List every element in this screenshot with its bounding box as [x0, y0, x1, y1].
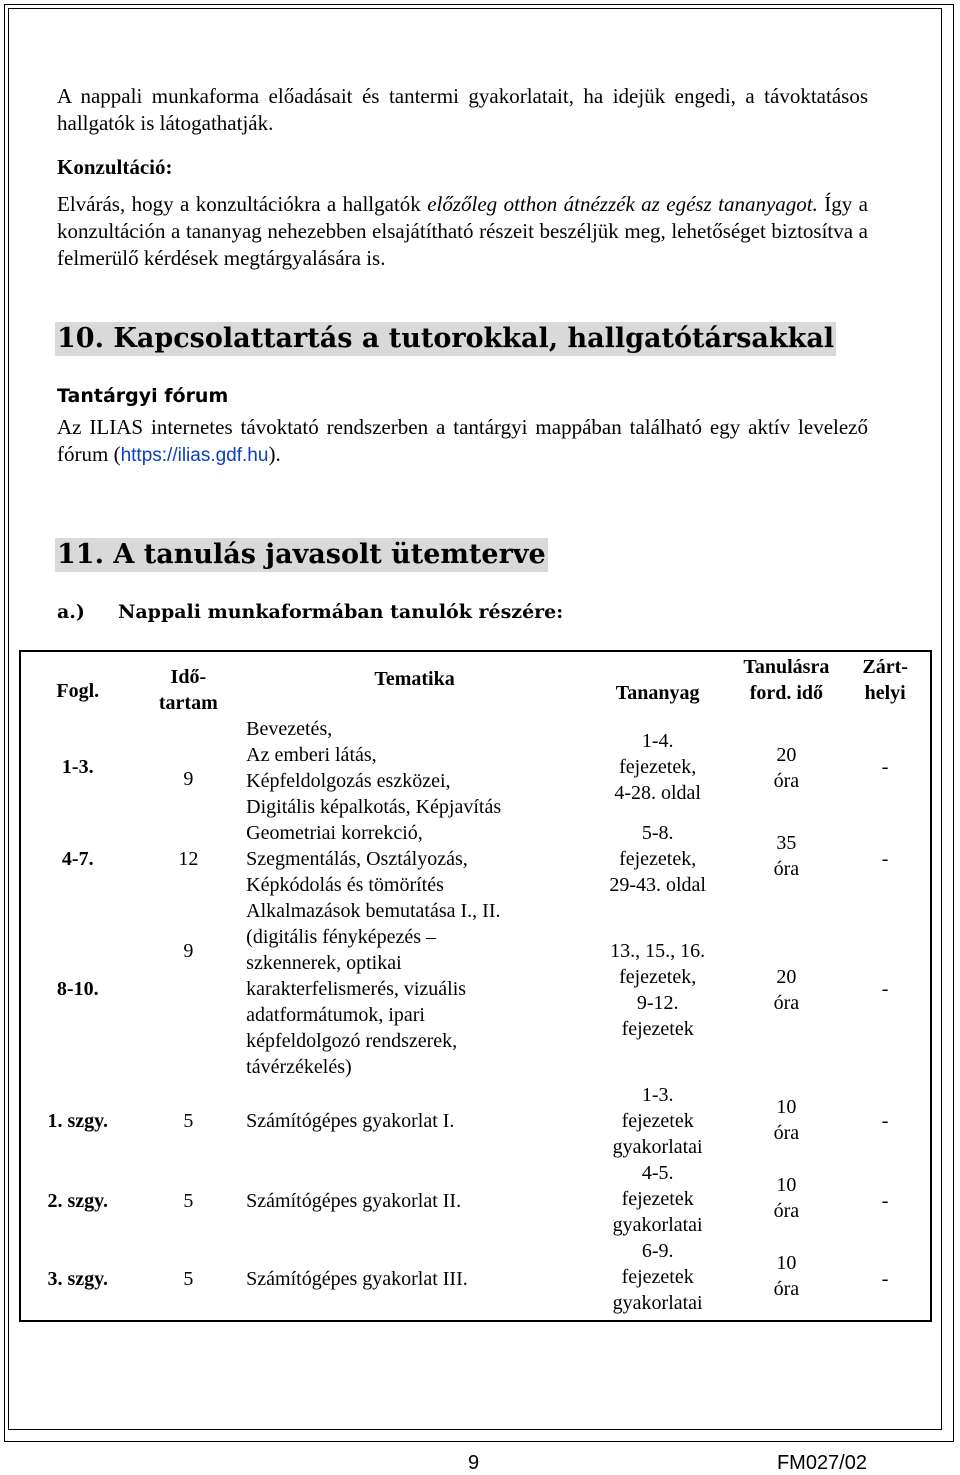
tananyag-line: fejezetek,	[619, 848, 697, 870]
row-zart: -	[881, 1110, 889, 1132]
header-idotartam	[135, 651, 243, 716]
tanulasra-line: 20	[776, 744, 797, 766]
tanulasra-line: óra	[773, 992, 800, 1014]
tanulasra-line: 10	[776, 1252, 797, 1274]
tanulasra-line: óra	[773, 1278, 800, 1300]
row-tematika	[242, 820, 583, 898]
section-10-heading: 10. Kapcsolattartás a tutorokkal, hallgatótársakkal	[57, 323, 835, 354]
ilias-link[interactable]: https://ilias.gdf.hu	[120, 445, 269, 466]
row-fogl: 4-7.	[61, 848, 94, 870]
tananyag-line: 1-3.	[641, 1084, 674, 1106]
header-ido-line2: tartam	[158, 692, 218, 714]
tananyag-line: fejezetek	[621, 1188, 694, 1210]
tematika-line: szkennerek, optikai	[246, 952, 402, 974]
row-tematika	[242, 1080, 583, 1160]
tananyag-line: fejezetek,	[619, 966, 697, 988]
subsection-title: Nappali munkaformában tanulók részére:	[118, 601, 564, 623]
tematika-line: Számítógépes gyakorlat II.	[246, 1190, 462, 1212]
forum-paragraph	[57, 414, 868, 469]
row-ido: 5	[183, 1268, 194, 1290]
forum-subtitle: Tantárgyi fórum	[57, 385, 229, 407]
tanulasra-line: 10	[776, 1174, 797, 1196]
tematika-line: képfeldolgozó rendszerek,	[246, 1030, 458, 1052]
konzultacio-paragraph	[57, 191, 868, 272]
row-tananyag	[583, 1160, 733, 1238]
tananyag-line: gyakorlatai	[612, 1214, 703, 1236]
row-tanulasra	[732, 1160, 840, 1238]
row-zart: -	[881, 848, 889, 870]
forum-text-before: Az ILIAS internetes távoktató rendszerben a tantárgyi mappában található egy aktív levelező fórum (	[57, 415, 868, 466]
row-tanulasra	[732, 716, 840, 820]
row-zart: -	[881, 1190, 889, 1212]
row-tanulasra	[732, 1238, 840, 1321]
header-tematika: Tematika	[374, 668, 455, 690]
forum-text-after: ).	[268, 442, 281, 466]
konzultacio-title: Konzultáció:	[57, 155, 173, 179]
tananyag-line: fejezetek,	[619, 756, 697, 778]
row-tanulasra	[732, 898, 840, 1080]
row-tananyag	[583, 1080, 733, 1160]
tananyag-line: 29-43. oldal	[609, 874, 706, 896]
tananyag-line: fejezetek	[621, 1110, 694, 1132]
tematika-line: távérzékelés)	[246, 1056, 352, 1078]
header-ido-line1: Idő-	[170, 666, 207, 688]
subsection-label: a.)	[57, 601, 85, 623]
tematika-line: Alkalmazások bemutatása I., II.	[246, 900, 501, 922]
tematika-line: Az emberi látás,	[246, 744, 377, 766]
row-tanulasra	[732, 820, 840, 898]
section-11-heading: 11. A tanulás javasolt ütemterve	[57, 539, 546, 570]
tematika-line: karakterfelismerés, vizuális	[246, 978, 467, 1000]
tananyag-line: fejezetek	[621, 1018, 694, 1040]
row-tananyag	[583, 820, 733, 898]
row-fogl: 1. szgy.	[47, 1110, 109, 1132]
row-tananyag	[583, 1238, 733, 1321]
intro-paragraph: A nappali munkaforma előadásait és tantermi gyakorlatait, ha idejük engedi, a távoktatásos hallgatók is látogathatják.	[57, 84, 868, 135]
tematika-line: Digitális képalkotás, Képjavítás	[246, 796, 502, 818]
tematika-line: adatformátumok, ipari	[246, 1004, 425, 1026]
tanulasra-line: 20	[776, 966, 797, 988]
table-row	[20, 1238, 931, 1321]
header-tanulasra-line1: Tanulásra	[743, 656, 830, 678]
header-zart-line2: helyi	[864, 682, 906, 704]
table-row	[20, 898, 931, 1080]
tananyag-line: fejezetek	[621, 1266, 694, 1288]
table-header-row	[20, 651, 931, 716]
tematika-line: Számítógépes gyakorlat III.	[246, 1268, 468, 1290]
tananyag-line: 4-28. oldal	[614, 782, 701, 804]
tematika-line: Számítógépes gyakorlat I.	[246, 1110, 455, 1132]
row-fogl: 3. szgy.	[47, 1268, 109, 1290]
row-tematika	[242, 898, 583, 1080]
table-row	[20, 716, 931, 820]
table-row	[20, 820, 931, 898]
row-tematika	[242, 1238, 583, 1321]
tananyag-line: 4-5.	[641, 1162, 674, 1184]
tananyag-line: 1-4.	[641, 730, 674, 752]
tematika-line: Geometriai korrekció,	[246, 822, 423, 844]
tananyag-line: 6-9.	[641, 1240, 674, 1262]
konzultacio-text-end: Így a konzultáción a tananyag nehezebben elsajátítható részeit beszéljük meg, lehetőséget biztosítva a felmerülő kérdések megtárgyalására is.	[57, 192, 868, 270]
row-tananyag	[583, 898, 733, 1080]
tematika-line: Képfeldolgozás eszközei,	[246, 770, 451, 792]
tematika-line: Szegmentálás, Osztályozás,	[246, 848, 468, 870]
table-row	[20, 1160, 931, 1238]
page-number: 9	[468, 1452, 480, 1474]
row-ido: 5	[183, 1110, 194, 1132]
konzultacio-emphasis: előzőleg otthon átnézzék az egész tananyagot.	[427, 192, 818, 216]
tanulasra-line: óra	[773, 1122, 800, 1144]
tematika-line: Bevezetés,	[246, 718, 333, 740]
tananyag-line: gyakorlatai	[612, 1292, 703, 1314]
row-zart: -	[881, 1268, 889, 1290]
tanulasra-line: 10	[776, 1096, 797, 1118]
row-tanulasra	[732, 1080, 840, 1160]
row-ido: 5	[183, 1190, 194, 1212]
row-tematika	[242, 1160, 583, 1238]
row-tematika	[242, 716, 583, 820]
document-code: FM027/02	[776, 1452, 867, 1474]
tananyag-line: 13., 15., 16.	[610, 940, 706, 962]
tanulasra-line: 35	[776, 832, 797, 854]
tananyag-line: gyakorlatai	[612, 1136, 703, 1158]
row-ido: 9	[183, 768, 194, 790]
konzultacio-text-start: Elvárás, hogy a konzultációkra a hallgatók	[57, 192, 428, 216]
tanulasra-line: óra	[773, 1200, 800, 1222]
header-fogl: Fogl.	[56, 680, 100, 702]
tanulasra-line: óra	[773, 858, 800, 880]
row-fogl: 8-10.	[56, 978, 99, 1000]
header-tanulasra-line2: ford. idő	[749, 682, 824, 704]
tananyag-line: 9-12.	[636, 992, 679, 1014]
row-fogl: 2. szgy.	[47, 1190, 109, 1212]
table-row	[20, 1080, 931, 1160]
row-zart: -	[881, 978, 889, 1000]
row-ido: 9	[183, 940, 194, 962]
tematika-line: Képkódolás és tömörítés	[246, 874, 444, 896]
header-zart-line1: Zárt-	[862, 656, 908, 678]
header-tanulasra	[732, 651, 840, 716]
row-zart: -	[881, 756, 889, 778]
schedule-table	[19, 650, 932, 1322]
row-ido: 12	[178, 848, 199, 870]
row-fogl: 1-3.	[61, 756, 94, 778]
tananyag-line: 5-8.	[641, 822, 674, 844]
row-tananyag	[583, 716, 733, 820]
header-tananyag: Tananyag	[615, 682, 700, 704]
tematika-line: (digitális fényképezés –	[246, 926, 437, 948]
tanulasra-line: óra	[773, 770, 800, 792]
header-zarthelyi	[840, 651, 931, 716]
